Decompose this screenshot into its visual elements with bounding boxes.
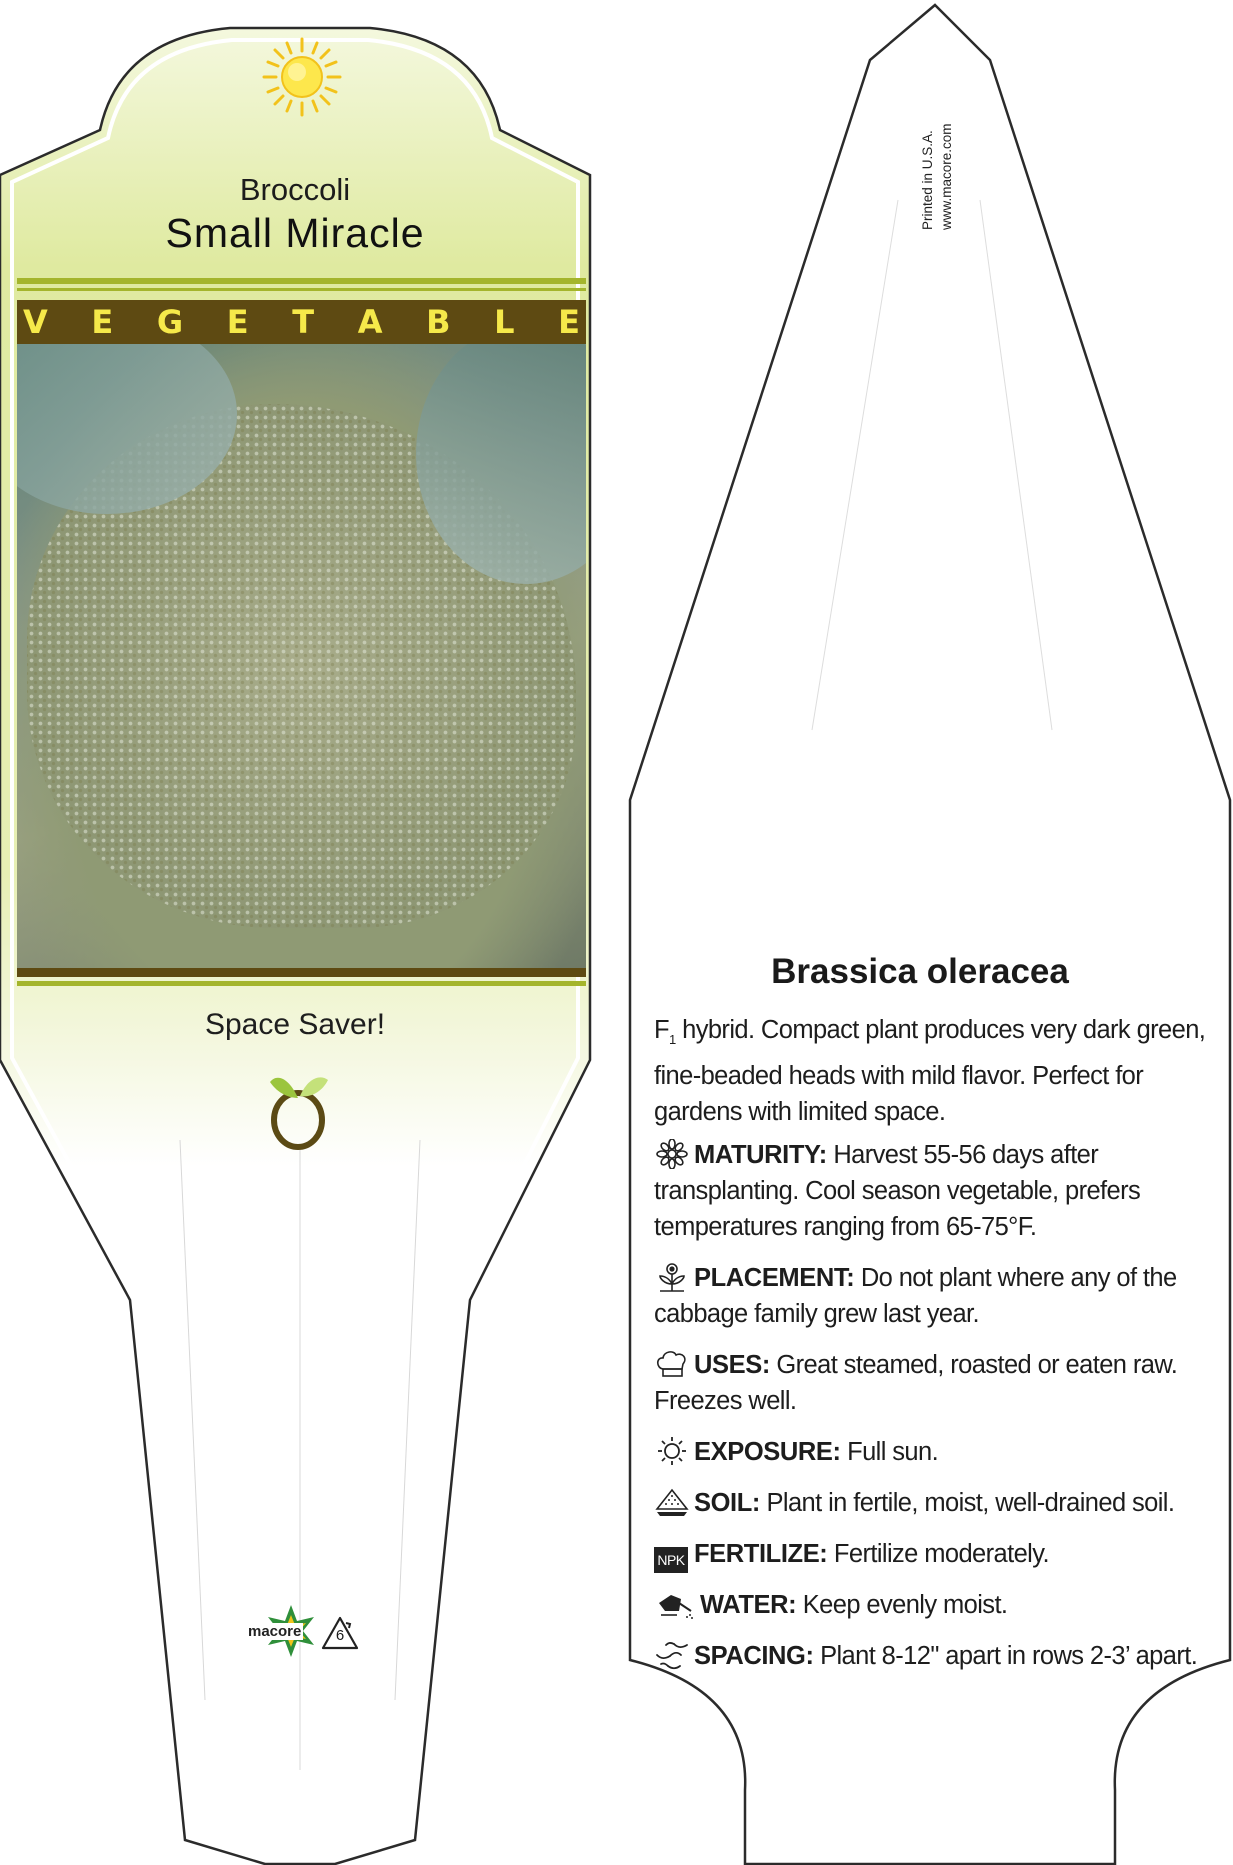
chef-hat-icon [654,1349,690,1379]
tagline: Space Saver! [204,1008,386,1041]
maturity-text: Harvest 55-56 days after transplanting. Cool season vegetable, prefers temperatures ranging from 65-75°F. [654,1141,1141,1241]
website: www.macore.com [939,123,954,230]
uses-text: Great steamed, roasted or eaten raw. Freezes well. [654,1351,1178,1415]
npk-icon: NPK [654,1547,688,1573]
exposure-label: EXPOSURE: [694,1438,841,1466]
category-letter: T [292,303,315,341]
info-uses [654,1347,1214,1419]
category-letter: E [558,303,580,341]
info-fertilize [654,1536,1214,1573]
f1-subscript: 1 [668,1032,676,1048]
soil-label: SOIL: [694,1489,760,1517]
common-name: Broccoli [239,172,351,207]
placement-label: PLACEMENT: [694,1264,855,1292]
soil-icon [654,1487,690,1517]
printed-notice [892,95,1032,235]
divider-top-thin [17,288,586,291]
botanical-name: Brassica oleracea [771,952,1069,991]
category-letter: E [91,303,114,341]
category-letter: B [426,303,451,341]
watering-can-icon [654,1589,696,1619]
leaf-shape [416,344,586,584]
category-letter: A [357,303,383,341]
divider-bottom-thin [17,981,586,986]
fertilize-text: Fertilize moderately. [827,1540,1049,1568]
variety-name: Small Miracle [165,210,425,256]
info-water [654,1587,1214,1623]
exposure-text: Full sun. [840,1438,939,1466]
divider-bottom [17,968,586,977]
sprout-icon [268,1068,330,1152]
sun-icon [262,37,342,117]
category-band [17,300,586,344]
back-tag-shape [630,5,1230,1864]
info-soil [654,1485,1214,1521]
info-exposure [654,1434,1214,1470]
category-letter: G [156,303,184,341]
flower-icon [654,1139,690,1169]
info-spacing [654,1638,1214,1674]
f1-prefix: F [654,1016,669,1044]
soil-text: Plant in fertile, moist, well-drained soil. [760,1489,1175,1517]
water-label: WATER: [700,1591,797,1619]
printed-in: Printed in U.S.A. [920,130,935,230]
placement-text: Do not plant where any of the cabbage family grew last year. [654,1264,1177,1328]
divider-top [17,278,586,284]
description [654,1012,1210,1130]
water-text: Keep evenly moist. [796,1591,1008,1619]
plant-icon [654,1262,690,1292]
description-text: hybrid. Compact plant produces very dark green, fine-beaded heads with mild flavor. Perfect for gardens with limited space. [654,1016,1206,1127]
recycle-code: 6 [335,1627,345,1644]
info-maturity [654,1137,1214,1245]
category-letter: V [23,303,48,341]
maturity-label: MATURITY: [694,1141,827,1169]
spacing-label: SPACING: [694,1642,814,1670]
category-letter: L [494,303,515,341]
spacing-text: Plant 8-12" apart in rows 2-3’ apart. [813,1642,1198,1670]
fertilize-label: FERTILIZE: [694,1540,828,1568]
info-placement [654,1260,1214,1332]
brand-name: macore [248,1623,302,1640]
recycle-symbol [320,1615,360,1653]
sun-outline-icon [654,1436,690,1466]
spacing-icon [654,1640,690,1670]
leaf-shape [17,344,237,514]
uses-label: USES: [694,1351,770,1379]
category-letter: E [226,303,249,341]
broccoli-photo [17,344,586,968]
